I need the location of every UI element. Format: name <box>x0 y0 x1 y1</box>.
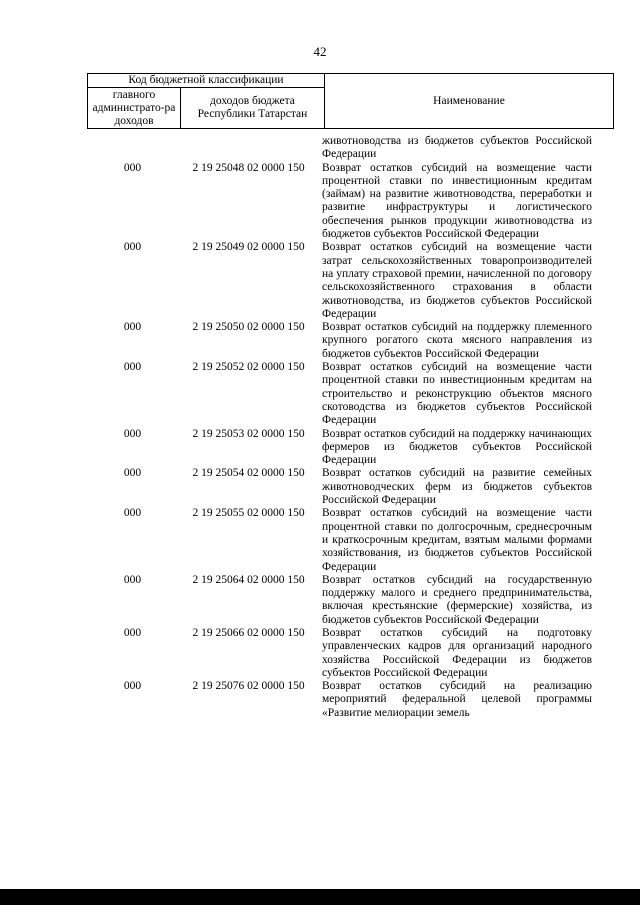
income-code-cell: 2 19 25049 02 0000 150 <box>192 241 305 254</box>
table-row <box>87 361 611 427</box>
scan-bottom-bar <box>0 889 640 905</box>
admin-code-cell: 000 <box>123 573 142 586</box>
admin-code-cell: 000 <box>123 626 142 639</box>
page-number: 42 <box>313 44 327 59</box>
table-row <box>87 507 611 573</box>
table-row <box>87 467 611 507</box>
admin-code-cell: 000 <box>123 427 142 440</box>
table-row <box>87 321 611 361</box>
group-title: Код бюджетной классификации <box>88 74 325 88</box>
income-code-cell <box>178 135 319 162</box>
income-code-cell: 2 19 25053 02 0000 150 <box>192 427 305 440</box>
income-code-cell: 2 19 25050 02 0000 150 <box>192 321 305 334</box>
table-row <box>87 428 611 468</box>
name-cell: Возврат остатков субсидий на государственную поддержку малого и среднего предпринимательства, включая крестьянские (фермерские) хозяйства, из бюджетов субъектов Российской Федерации <box>322 573 592 626</box>
admin-code-cell: 000 <box>123 680 142 693</box>
table-row <box>87 162 611 242</box>
table-row <box>87 574 611 627</box>
admin-code-cell: 000 <box>123 321 142 334</box>
admin-code-cell: 000 <box>123 361 142 374</box>
name-cell: Возврат остатков субсидий на реализацию мероприятий федеральной целевой программы «Развитие мелиорации земель <box>322 680 592 719</box>
column-income-header: доходов бюджета Республики Татарстан <box>180 88 324 129</box>
name-cell: Возврат остатков субсидий на возмещение части процентной ставки по инвестиционным кредитам на строительство и реконструкцию объектов мясного скотоводства из бюджетов субъектов Российской Федерации <box>322 361 592 427</box>
name-cell: Возврат остатков субсидий на возмещение части затрат сельскохозяйственных товаропроизводителей на уплату страховой премии, начисленной по договору сельскохозяйственного страхования в области животноводства, из бюджетов субъектов Российской Федерации <box>322 241 592 320</box>
admin-code-cell: 000 <box>123 161 142 174</box>
name-cell: Возврат остатков субсидий на подготовку управленческих кадров для организаций народного хозяйства Российской Федерации из бюджетов субъектов Российской Федерации <box>322 626 592 679</box>
income-code-cell: 2 19 25052 02 0000 150 <box>192 361 305 374</box>
table-row <box>87 680 611 720</box>
admin-code-cell: 000 <box>123 467 142 480</box>
table-row <box>87 627 611 680</box>
name-cell: Возврат остатков субсидий на поддержку начинающих фермеров из бюджетов субъектов Российской Федерации <box>322 427 592 467</box>
name-cell: Возврат остатков субсидий на возмещение части процентной ставки по долгосрочным, среднесрочным и краткосрочным кредитам, взятым малыми формами хозяйствования, из бюджетов субъектов Российской Федерации <box>322 507 592 573</box>
income-code-cell: 2 19 25054 02 0000 150 <box>192 467 305 480</box>
column-name-header: Наименование <box>325 74 614 129</box>
income-code-cell: 2 19 25066 02 0000 150 <box>192 626 305 639</box>
classification-rows <box>87 135 611 720</box>
table-row <box>87 241 611 321</box>
name-cell: Возврат остатков субсидий на развитие семейных животноводческих ферм из бюджетов субъектов Российской Федерации <box>322 467 592 507</box>
admin-code-cell <box>87 135 178 162</box>
name-cell: Возврат остатков субсидий на поддержку племенного крупного рогатого скота мясного направления из бюджетов субъектов Российской Федерации <box>322 321 592 360</box>
name-cell: Возврат остатков субсидий на возмещение части процентной ставки по инвестиционным кредитам (займам) на развитие животноводства, переработки и развитие инфраструктуры и логистического обеспечения рынков продукции животноводства из бюджетов субъектов Российской Федерации <box>322 161 592 241</box>
column-admin-header: главного администрато-ра доходов <box>88 88 181 129</box>
income-code-cell: 2 19 25064 02 0000 150 <box>192 573 305 586</box>
income-code-cell: 2 19 25048 02 0000 150 <box>192 161 305 174</box>
admin-code-cell: 000 <box>123 241 142 254</box>
admin-code-cell: 000 <box>123 507 142 520</box>
income-code-cell: 2 19 25076 02 0000 150 <box>192 680 305 693</box>
table-row <box>87 135 611 162</box>
name-cell: животноводства из бюджетов субъектов Российской Федерации <box>322 135 592 161</box>
classification-table-header <box>87 73 614 129</box>
income-code-cell: 2 19 25055 02 0000 150 <box>192 507 305 520</box>
